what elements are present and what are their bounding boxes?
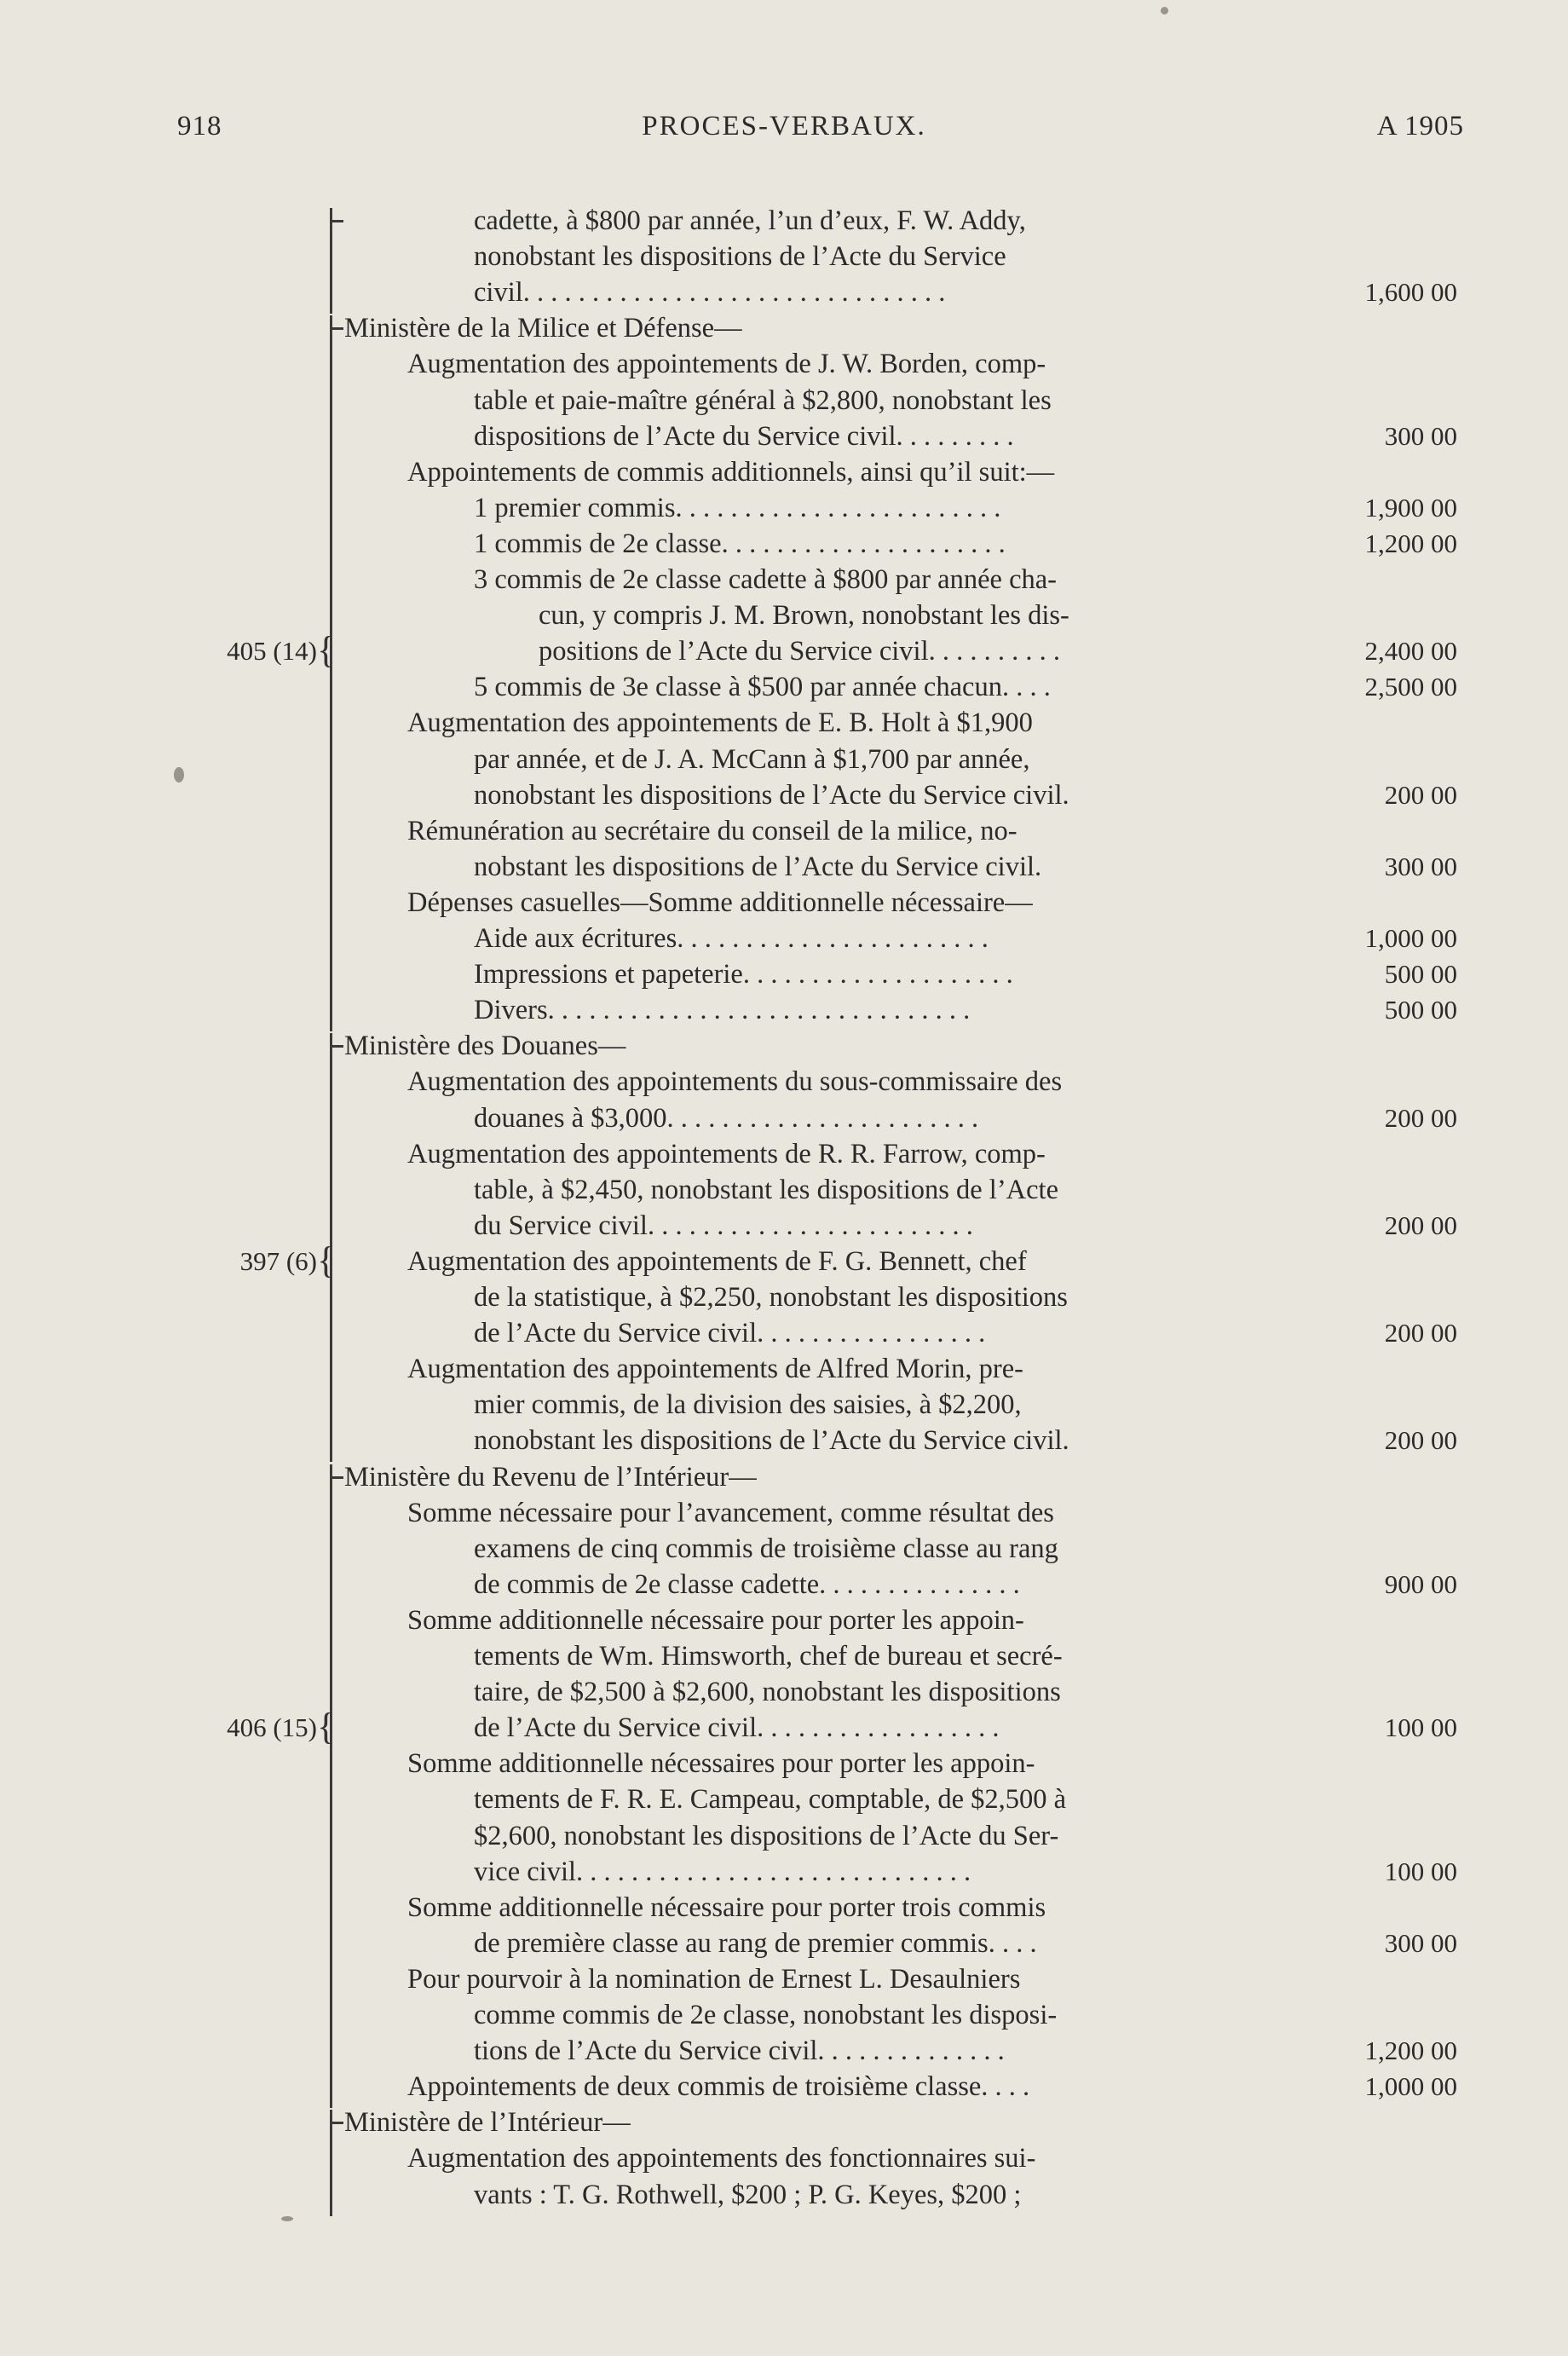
text-line: Augmentation des appointements des fonctionnaires sui- [407, 2143, 1036, 2174]
amount: 2,500 00 [1364, 672, 1457, 702]
text-line: Augmentation des appointements du sous-commissaire des [407, 1066, 1063, 1098]
text-line: tements de Wm. Himsworth, chef de bureau et secré- [474, 1641, 1063, 1672]
text-line: 1 commis de 2e classe. . . . . . . . . . . . . . . . . . . . . [474, 528, 1006, 559]
text-line: civil. . . . . . . . . . . . . . . . . . . . . . . . . . . . . . . [474, 277, 946, 309]
text-line: de première classe au rang de premier commis. . . . [474, 1927, 1037, 1959]
amount: 500 00 [1384, 959, 1457, 990]
text-line: Rémunération au secrétaire du conseil de la milice, no- [407, 815, 1017, 846]
text-line: examens de cinq commis de troisième classe au rang [474, 1533, 1058, 1564]
text-line: Somme additionnelle nécessaire pour porter les appoin- [407, 1604, 1024, 1636]
text-line: dispositions de l’Acte du Service civil. . . . . . . . . [474, 420, 1014, 452]
amount: 1,900 00 [1364, 492, 1457, 523]
reference-number: 406 (15) [227, 1712, 317, 1743]
brace-point: { [317, 1706, 336, 1748]
text-line: vants : T. G. Rothwell, $200 ; P. G. Keyes, $200 ; [474, 2179, 1022, 2210]
amount: 200 00 [1384, 1210, 1457, 1240]
year-mark: A 1905 [1376, 111, 1464, 141]
brace-tick [330, 327, 343, 330]
text-line: vice civil. . . . . . . . . . . . . . . . . . . . . . . . . . . . . [474, 1856, 971, 1887]
text-line: nobstant les dispositions de l’Acte du Service civil. [474, 851, 1042, 882]
amount: 300 00 [1384, 851, 1457, 881]
text-line: 1 premier commis. . . . . . . . . . . . . . . . . . . . . . . . [474, 492, 1001, 523]
brace-point: { [317, 1239, 336, 1281]
amount: 2,400 00 [1364, 636, 1457, 667]
text-line: Appointements de deux commis de troisième classe. . . . [407, 2071, 1030, 2103]
amount: 300 00 [1384, 420, 1457, 451]
text-line: 5 commis de 3e classe à $500 par année chacun. . . . [474, 672, 1051, 703]
amount: 200 00 [1384, 1102, 1457, 1133]
text-line: Somme additionnelle nécessaire pour porter trois commis [407, 1891, 1046, 1923]
text-line: Augmentation des appointements de Alfred Morin, pre- [407, 1354, 1023, 1385]
text-line: Somme additionnelle nécessaires pour porter les appoin- [407, 1748, 1035, 1780]
text-line: mier commis, de la division des saisies, à $2,200, [474, 1389, 1022, 1421]
brace-tick [330, 1476, 343, 1479]
brace-bar [330, 1464, 332, 2109]
text-line: Ministère du Revenu de l’Intérieur— [344, 1461, 757, 1493]
text-line: comme commis de 2e classe, nonobstant les disposi- [474, 2000, 1058, 2030]
amount: 100 00 [1384, 1856, 1457, 1886]
text-line: nonobstant les dispositions de l’Acte du Service civil. [474, 1425, 1069, 1457]
amount: 200 00 [1384, 1425, 1457, 1456]
text-line: cadette, à $800 par année, l’un d’eux, F. W. Addy, [474, 205, 1026, 236]
amount: 200 00 [1384, 1318, 1457, 1348]
amount: 1,200 00 [1364, 2036, 1457, 2066]
text-line: table, à $2,450, nonobstant les dispositions de l’Acte [474, 1174, 1059, 1205]
text-line: positions de l’Acte du Service civil. . . . . . . . . . [539, 636, 1060, 667]
amount: 1,600 00 [1364, 277, 1457, 308]
text-line: de l’Acte du Service civil. . . . . . . . . . . . . . . . . . [474, 1712, 1000, 1744]
brace-bar [330, 2110, 332, 2215]
text-line: Ministère de la Milice et Défense— [344, 313, 742, 344]
amount: 200 00 [1384, 779, 1457, 810]
text-line: de l’Acte du Service civil. . . . . . . . . . . . . . . . . [474, 1318, 986, 1349]
amount: 900 00 [1384, 1568, 1457, 1599]
page-title: PROCES-VERBAUX. [642, 111, 926, 141]
amount: 300 00 [1384, 1927, 1457, 1958]
text-line: nonobstant les dispositions de l’Acte du Service civil. [474, 779, 1069, 811]
text-line: table et paie-maître général à $2,800, nonobstant les [474, 384, 1052, 416]
text-line: Appointements de commis additionnels, ainsi qu’il suit:— [407, 456, 1055, 488]
reference-number: 405 (14) [227, 636, 317, 667]
text-line: Impressions et papeterie. . . . . . . . . . . . . . . . . . . . [474, 959, 1013, 990]
text-line: taire, de $2,500 à $2,600, nonobstant les dispositions [474, 1677, 1061, 1708]
text-line: Augmentation des appointements de J. W. Borden, comp- [407, 349, 1046, 380]
text-line: Augmentation des appointements de F. G. Bennett, chef [407, 1245, 1027, 1277]
text-line: 3 commis de 2e classe cadette à $800 par année cha- [474, 564, 1057, 595]
text-line: tements de F. R. E. Campeau, comptable, de $2,500 à [474, 1784, 1067, 1816]
brace-bar [330, 315, 332, 1031]
brace-tick [330, 220, 343, 222]
text-line: douanes à $3,000. . . . . . . . . . . . . . . . . . . . . . . [474, 1102, 979, 1134]
amount: 1,000 00 [1364, 923, 1457, 953]
brace-tick [330, 2122, 343, 2124]
text-line: nonobstant les dispositions de l’Acte du Service [474, 241, 1006, 273]
paper-speck [281, 2216, 293, 2221]
text-line: Augmentation des appointements de R. R. Farrow, comp- [407, 1138, 1046, 1169]
amount: 100 00 [1384, 1712, 1457, 1743]
text-line: $2,600, nonobstant les dispositions de l’Acte du Ser- [474, 1820, 1059, 1851]
text-line: de commis de 2e classe cadette. . . . . . . . . . . . . . . [474, 1568, 1020, 1600]
reference-number: 397 (6) [239, 1245, 317, 1276]
brace-point: { [317, 629, 336, 672]
text-line: tions de l’Acte du Service civil. . . . . . . . . . . . . . [474, 2036, 1005, 2067]
text-line: Aide aux écritures. . . . . . . . . . . . . . . . . . . . . . . [474, 923, 989, 954]
page-number: 918 [177, 111, 222, 141]
text-line: cun, y compris J. M. Brown, nonobstant les dis- [539, 600, 1069, 632]
text-line: de la statistique, à $2,250, nonobstant les dispositions [474, 1282, 1068, 1313]
paper-speck [174, 767, 184, 782]
amount: 500 00 [1384, 995, 1457, 1025]
brace-bar [330, 208, 332, 314]
amount: 1,200 00 [1364, 528, 1457, 558]
text-line: Ministère des Douanes— [344, 1031, 626, 1062]
text-line: Somme nécessaire pour l’avancement, comme résultat des [407, 1497, 1054, 1528]
text-line: du Service civil. . . . . . . . . . . . . . . . . . . . . . . . [474, 1210, 973, 1241]
brace-tick [330, 1045, 343, 1048]
text-line: par année, et de J. A. McCann à $1,700 par année, [474, 743, 1030, 775]
text-line: Augmentation des appointements de E. B. Holt à $1,900 [407, 707, 1033, 739]
text-line: Ministère de l’Intérieur— [344, 2107, 631, 2139]
text-line: Dépenses casuelles—Somme additionnelle nécessaire— [407, 886, 1033, 918]
text-line: Pour pourvoir à la nomination de Ernest L. Desaulniers [407, 1963, 1021, 1995]
amount: 1,000 00 [1364, 2071, 1457, 2102]
paper-speck [1161, 7, 1168, 14]
text-line: Divers. . . . . . . . . . . . . . . . . . . . . . . . . . . . . . . [474, 995, 971, 1026]
